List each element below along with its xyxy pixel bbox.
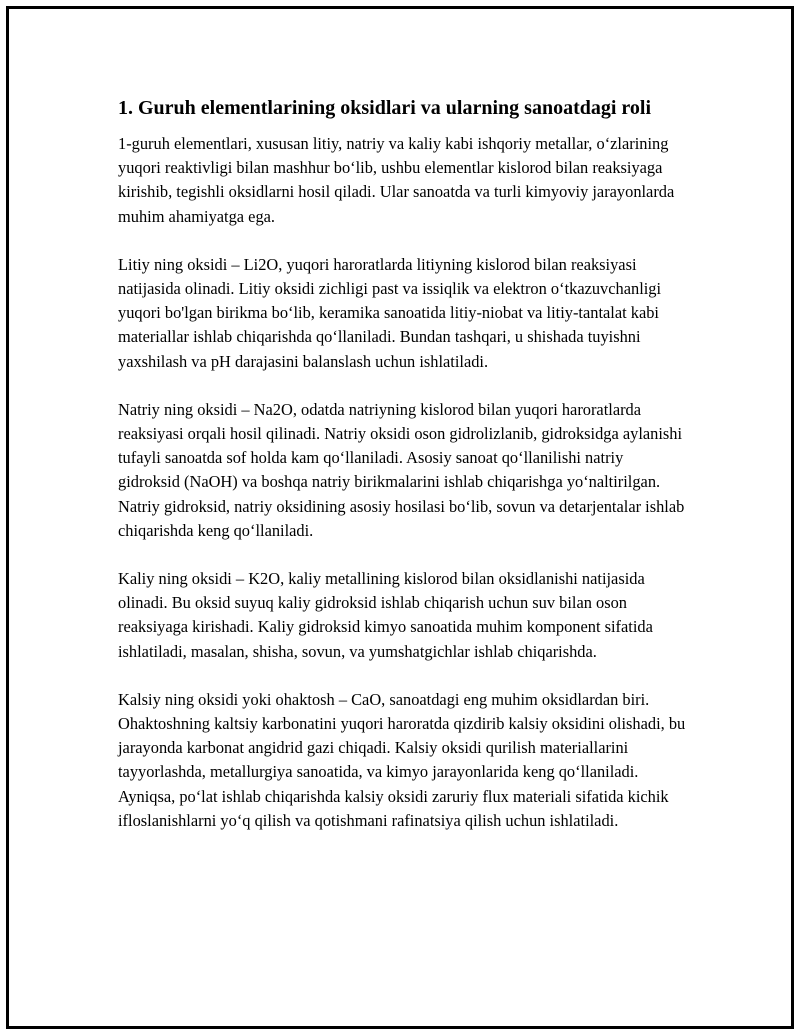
paragraph-calcium-oxide: Kalsiy ning oksidi yoki ohaktosh – CaO, sanoatdagi eng muhim oksidlardan biri. Ohaktoshning kaltsiy karbonatini yuqori haroratda qizdirib kalsiy oksidini olishadi, bu jarayonda karbonat angidrid gazi chiqadi. Kalsiy oksidi qurilish materiallarini tayyorlashda, metallurgiya sanoatida, va kimyo jarayonlarida keng qo‘llaniladi. Ayniqsa, po‘lat ishlab chiqarishda kalsiy oksidi zaruriy flux materiali sifatida kichik ifloslanishlarni yo‘q qilish va qotishmani rafinatsiya qilish uchun ishlatiladi. — [118, 689, 686, 830]
document-title: 1. Guruh elementlarining oksidlari va ularning sanoatdagi roli — [118, 97, 652, 119]
paragraph-intro: 1-guruh elementlari, xususan litiy, natriy va kaliy kabi ishqoriy metallar, o‘zlarining yuqori reaktivligi bilan mashhur bo‘lib, ushbu elementlar kislorod bilan reaksiyaga kirishib, tegishli oksidlarni hosil qiladi. Ular sanoatda va turli kimyoviy jarayonlarda muhim ahamiyatga ega. — [118, 134, 675, 226]
paragraph-sodium-oxide: Natriy ning oksidi – Na2O, odatda natriyning kislorod bilan yuqori haroratlarda reaksiyasi orqali hosil qilinadi. Natriy oksidi oson gidrolizlanib, gidroksidga aylanishi tufayli sanoatda sof holda kam qo‘llaniladi. Asosiy sanoat qo‘llanilishi natriy gidroksid (NaOH) va boshqa natriy birikmalarini ishlab chiqarishga yo‘naltirilgan. Natriy gidroksid, natriy oksidining asosiy hosilasi bo‘lib, sovun va detarjentalar ishlab chiqarishda keng qo‘llaniladi. — [118, 399, 685, 540]
paragraph-potassium-oxide: Kaliy ning oksidi – K2O, kaliy metallining kislorod bilan oksidlanishi natijasida olinadi. Bu oksid suyuq kaliy gidroksid ishlab chiqarish uchun suv bilan oson reaksiyaga kirishadi. Kaliy gidroksid kimyo sanoatida muhim komponent sifatida ishlatiladi, masalan, shisha, sovun, va yumshatgichlar ishlab chiqarishda. — [118, 569, 653, 661]
paragraph-lithium-oxide: Litiy ning oksidi – Li2O, yuqori haroratlarda litiyning kislorod bilan reaksiyasi natijasida olinadi. Litiy oksidi zichligi past va issiqlik va elektron o‘tkazuvchanligi yuqori bo'lgan birikma bo‘lib, keramika sanoatida litiy-niobat va litiy-tantalat kabi materiallar ishlab chiqarishda qo‘llaniladi. Bundan tashqari, u shishada tuyishni yaxshilash va pH darajasini balanslash uchun ishlatiladi. — [118, 254, 662, 371]
document-body — [118, 94, 688, 857]
